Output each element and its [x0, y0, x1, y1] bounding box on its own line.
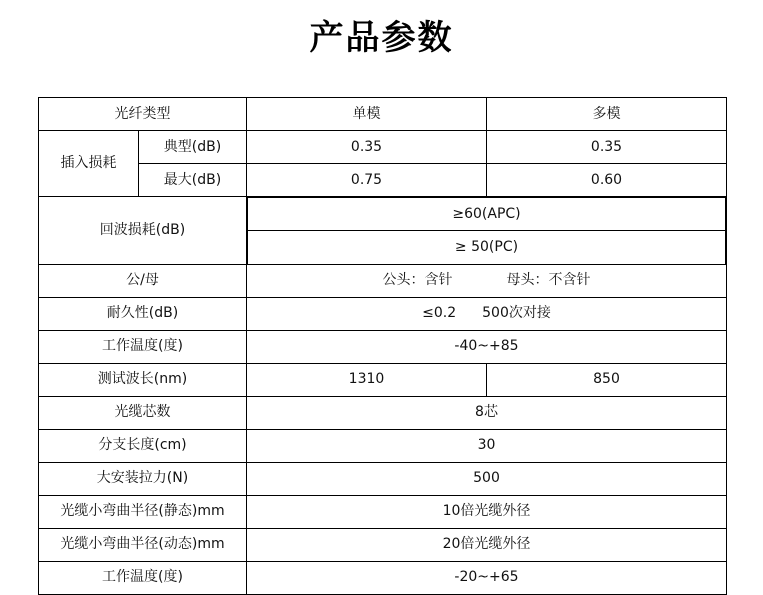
cell-fiber-type-label: 光纤类型 — [39, 98, 247, 131]
cell-insertion-loss-label: 插入损耗 — [39, 131, 139, 197]
cell-bend-static-value: 10倍光缆外径 — [247, 495, 727, 528]
table-row — [39, 396, 727, 429]
cell-return-loss-pc: ≥ 50(PC) — [248, 231, 726, 264]
cell-insertion-loss-typical-multi: 0.35 — [487, 131, 727, 164]
cell-insertion-loss-max-label: 最大(dB) — [139, 164, 247, 197]
cell-bend-dynamic-value: 20倍光缆外径 — [247, 528, 727, 561]
cell-single-mode-header: 单模 — [247, 98, 487, 131]
table-row — [39, 297, 727, 330]
table-row — [39, 495, 727, 528]
cell-branch-length-label: 分支长度(cm) — [39, 429, 247, 462]
table-row — [39, 264, 727, 297]
cell-gender-label: 公/母 — [39, 264, 247, 297]
cell-fiber-count-value: 8芯 — [247, 396, 727, 429]
return-loss-subtable — [247, 197, 726, 264]
cell-durability-value-b: 500次对接 — [482, 305, 551, 322]
table-row — [39, 429, 727, 462]
table-row — [248, 231, 726, 264]
table-row — [39, 131, 727, 164]
table-row — [39, 164, 727, 197]
table-row — [39, 528, 727, 561]
cell-test-wavelength-single: 1310 — [247, 363, 487, 396]
cell-insertion-loss-typical-single: 0.35 — [247, 131, 487, 164]
cell-durability-value-a: ≤0.2 — [422, 305, 457, 322]
cell-gender-values — [247, 264, 727, 297]
cell-return-loss-apc: ≥60(APC) — [248, 198, 726, 231]
table-row — [39, 561, 727, 594]
cell-return-loss-values — [247, 197, 727, 265]
product-spec-page — [0, 14, 763, 586]
table-row — [39, 197, 727, 265]
cell-work-temp-2-label: 工作温度(度) — [39, 561, 247, 594]
cell-work-temp-2-value: -20~+65 — [247, 561, 727, 594]
cell-insertion-loss-typical-label: 典型(dB) — [139, 131, 247, 164]
cell-insertion-loss-max-single: 0.75 — [247, 164, 487, 197]
cell-max-tension-label: 大安装拉力(N) — [39, 462, 247, 495]
cell-work-temp-1-value: -40~+85 — [247, 330, 727, 363]
spec-table-container — [38, 97, 726, 595]
table-row — [39, 363, 727, 396]
cell-gender-male: 公头：含针 — [382, 272, 453, 289]
cell-fiber-count-label: 光缆芯数 — [39, 396, 247, 429]
cell-max-tension-value: 500 — [247, 462, 727, 495]
cell-bend-dynamic-label: 光缆小弯曲半径(动态)mm — [39, 528, 247, 561]
cell-insertion-loss-max-multi: 0.60 — [487, 164, 727, 197]
cell-multi-mode-header: 多模 — [487, 98, 727, 131]
table-row — [39, 98, 727, 131]
cell-bend-static-label: 光缆小弯曲半径(静态)mm — [39, 495, 247, 528]
cell-test-wavelength-multi: 850 — [487, 363, 727, 396]
table-row — [39, 330, 727, 363]
cell-branch-length-value: 30 — [247, 429, 727, 462]
cell-work-temp-1-label: 工作温度(度) — [39, 330, 247, 363]
cell-return-loss-label: 回波损耗(dB) — [39, 197, 247, 265]
cell-durability-values — [247, 297, 727, 330]
product-spec-table — [38, 97, 727, 595]
table-row — [248, 198, 726, 231]
cell-durability-label: 耐久性(dB) — [39, 297, 247, 330]
table-row — [39, 462, 727, 495]
cell-test-wavelength-label: 测试波长(nm) — [39, 363, 247, 396]
cell-gender-female: 母头：不含针 — [506, 272, 591, 289]
page-title: 产品参数 — [309, 18, 454, 58]
